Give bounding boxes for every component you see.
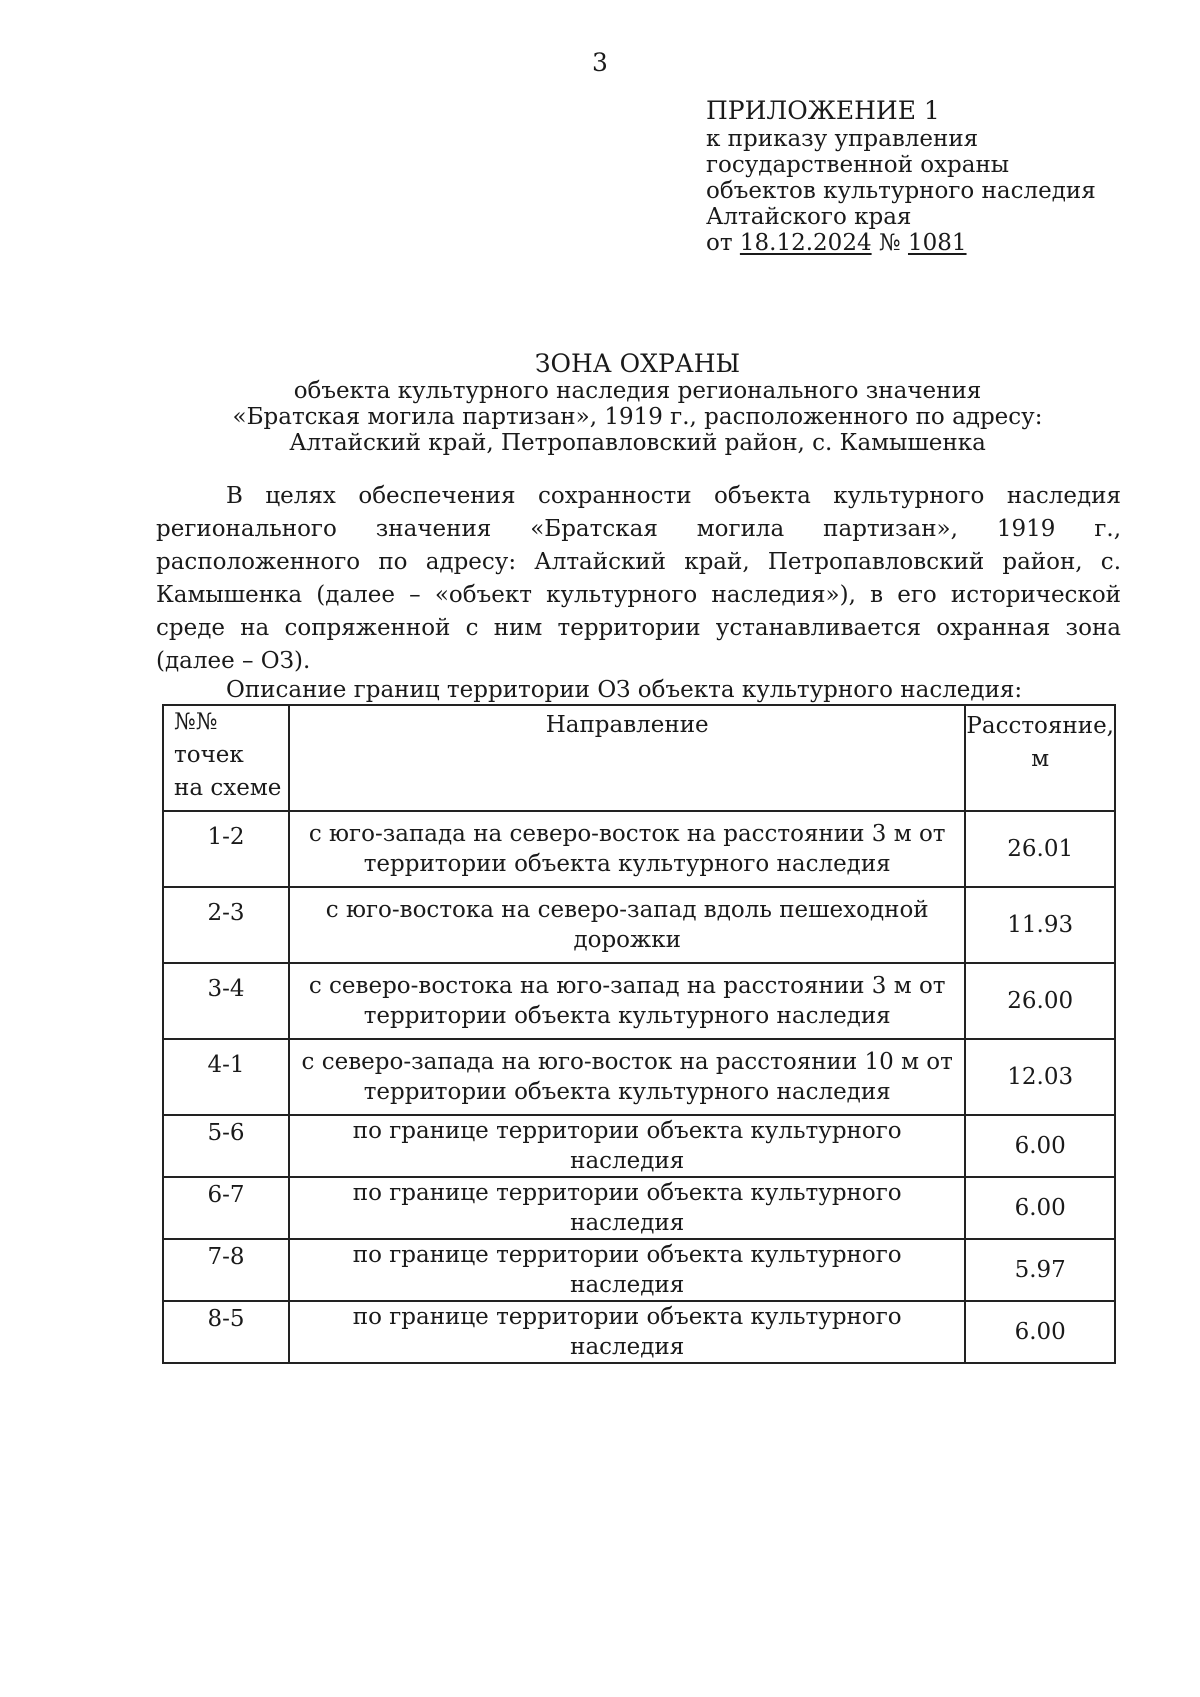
appendix-title: ПРИЛОЖЕНИЕ 1 (706, 96, 940, 125)
cell-points: 1-2 (163, 811, 289, 887)
number-prefix: № (878, 230, 901, 256)
order-number: 1081 (907, 230, 967, 256)
appendix-line: государственной охраны (706, 152, 1010, 178)
cell-direction: с северо-запада на юго-восток на расстоянии 10 м от территории объекта культурного наследия (289, 1039, 965, 1115)
body-paragraph: В целях обеспечения сохранности объекта культурного наследия регионального значения «Братская могила партизан», 1919 г., расположенного по адресу: Алтайский край, Петропавловский район, с. Камышенка (далее – «объект культурного наследия»), в его исторической среде на сопряженной с ним территории устанавливается охранная зона (далее – ОЗ). (156, 483, 1121, 674)
header-points (163, 705, 289, 811)
cell-direction: с юго-востока на северо-запад вдоль пешеходной дорожки (289, 887, 965, 963)
appendix-line: к приказу управления (706, 126, 979, 152)
cell-distance: 6.00 (965, 1115, 1115, 1177)
cell-points: 3-4 (163, 963, 289, 1039)
document-subtitle (160, 378, 1115, 456)
cell-distance: 5.97 (965, 1239, 1115, 1301)
order-date: 18.12.2024 (739, 230, 872, 256)
cell-points: 7-8 (163, 1239, 289, 1301)
document-title: ЗОНА ОХРАНЫ (534, 349, 741, 378)
appendix-line: объектов культурного наследия (706, 178, 1096, 204)
header-points-line: на схеме (174, 775, 282, 801)
table-row (163, 887, 1115, 963)
header-distance (965, 705, 1115, 811)
cell-points: 5-6 (163, 1115, 289, 1177)
header-points-line: точек (174, 742, 244, 768)
table-row (163, 1177, 1115, 1239)
cell-direction: по границе территории объекта культурного наследия (289, 1301, 965, 1363)
date-prefix: от (706, 230, 733, 256)
subtitle-line: Алтайский край, Петропавловский район, с. Камышенка (289, 430, 986, 456)
cell-points: 6-7 (163, 1177, 289, 1239)
cell-direction: по границе территории объекта культурного наследия (289, 1177, 965, 1239)
appendix-block (706, 96, 1176, 256)
table-header-row (163, 705, 1115, 811)
boundaries-table (162, 704, 1116, 1364)
header-points-line: №№ (174, 709, 218, 735)
subtitle-line: «Братская могила партизан», 1919 г., расположенного по адресу: (232, 404, 1043, 430)
cell-points: 2-3 (163, 887, 289, 963)
appendix-order-ref (706, 230, 1176, 256)
cell-distance: 11.93 (965, 887, 1115, 963)
page-number: 3 (592, 48, 608, 77)
cell-distance: 6.00 (965, 1301, 1115, 1363)
cell-direction: по границе территории объекта культурного наследия (289, 1239, 965, 1301)
header-distance-line: м (1031, 746, 1050, 772)
table-row (163, 811, 1115, 887)
cell-distance: 26.01 (965, 811, 1115, 887)
table-row (163, 1115, 1115, 1177)
cell-direction: с северо-востока на юго-запад на расстоянии 3 м от территории объекта культурного наследия (289, 963, 965, 1039)
cell-points: 4-1 (163, 1039, 289, 1115)
appendix-line: Алтайского края (706, 204, 912, 230)
table-row (163, 1239, 1115, 1301)
cell-distance: 12.03 (965, 1039, 1115, 1115)
cell-direction: с юго-запада на северо-восток на расстоянии 3 м от территории объекта культурного наследия (289, 811, 965, 887)
cell-direction: по границе территории объекта культурного наследия (289, 1115, 965, 1177)
table-row (163, 1039, 1115, 1115)
table-caption: Описание границ территории ОЗ объекта культурного наследия: (226, 677, 1023, 703)
header-direction: Направление (289, 705, 965, 811)
table-row (163, 1301, 1115, 1363)
cell-distance: 26.00 (965, 963, 1115, 1039)
cell-distance: 6.00 (965, 1177, 1115, 1239)
table-row (163, 963, 1115, 1039)
subtitle-line: объекта культурного наследия регионального значения (293, 378, 982, 404)
header-distance-line: Расстояние, (966, 713, 1114, 739)
cell-points: 8-5 (163, 1301, 289, 1363)
